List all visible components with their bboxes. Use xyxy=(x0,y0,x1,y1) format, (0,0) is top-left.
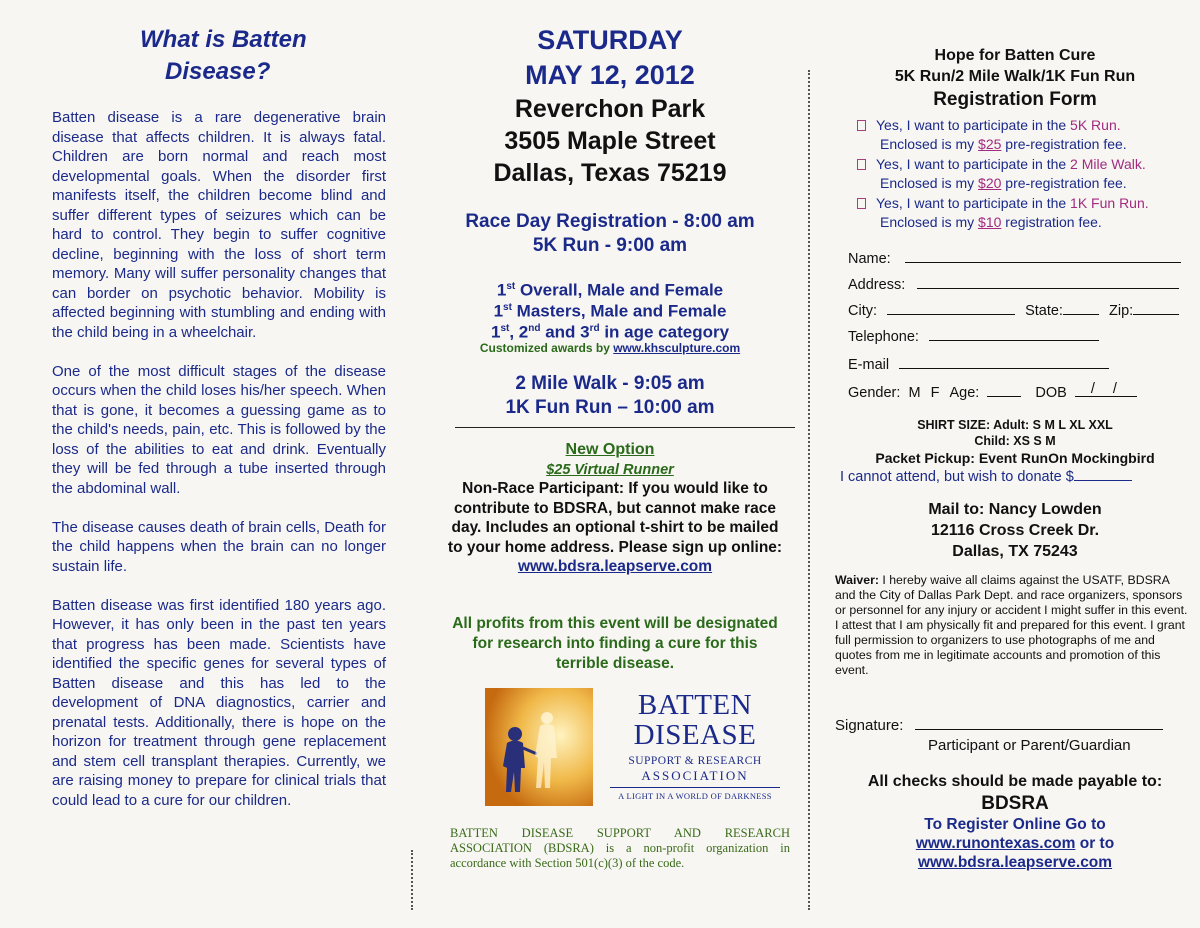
option-fun-run-event: 1K Fun Run. xyxy=(1070,195,1149,211)
checks-payable: All checks should be made payable to: xyxy=(867,773,1163,790)
new-option-label: New Option xyxy=(565,441,655,458)
option-walk-pre: Yes, I want to participate in the xyxy=(876,156,1071,172)
option-5k-pre: Yes, I want to participate in the xyxy=(876,117,1071,133)
donate-label: I cannot attend, but wish to donate $ xyxy=(840,469,1074,485)
registration-form-panel xyxy=(815,0,1200,928)
gender-label: Gender: xyxy=(848,385,901,401)
award-age-n2: , 2 xyxy=(509,322,529,342)
bdsra-logo xyxy=(485,688,785,806)
custom-awards xyxy=(405,340,815,356)
checkbox-fun-run[interactable] xyxy=(857,198,866,209)
bdsra-leapserve-link[interactable]: www.bdsra.leapserve.com xyxy=(517,558,713,575)
divider xyxy=(455,427,795,428)
city-label: City: xyxy=(848,303,877,319)
telephone-input[interactable] xyxy=(929,329,1099,341)
award-age-s2: nd xyxy=(528,323,541,334)
option-5k-fee xyxy=(857,135,1197,154)
event-date: MAY 12, 2012 xyxy=(525,60,695,90)
left-body xyxy=(52,108,386,830)
state-label: State: xyxy=(1025,303,1063,319)
email-input[interactable] xyxy=(899,357,1109,369)
checkbox-walk[interactable] xyxy=(857,159,866,170)
award-masters-sup: st xyxy=(503,302,512,313)
dob-input[interactable] xyxy=(1075,381,1137,397)
option-fun-run xyxy=(857,194,1197,232)
form-title-registration: Registration Form xyxy=(933,89,1097,110)
virtual-runner xyxy=(405,460,815,480)
option-5k-event: 5K Run. xyxy=(1070,117,1121,133)
donate-field xyxy=(840,468,1200,486)
new-option xyxy=(405,440,815,460)
signature-caption: Participant or Parent/Guardian xyxy=(928,737,1131,754)
logo-tagline: A LIGHT IN A WORLD OF DARKNESS xyxy=(618,791,772,801)
paragraph-2: One of the most difficult stages of the disease occurs when the child loses his/her speech. When that is gone, it becomes a guessing game as to the child's needs, pain, etc. This is followed by the loss of the abilities to eat and drink. Eventually they will be fed through a tube inserted through the abdominal wall. xyxy=(52,362,386,497)
city-state-zip-field xyxy=(848,302,1198,320)
or-to-text: or to xyxy=(1075,835,1115,852)
zip-label: Zip: xyxy=(1108,303,1134,319)
award-overall-text: Overall, Male and Female xyxy=(515,280,724,300)
mail-to-city: Dallas, TX 75243 xyxy=(952,543,1078,560)
option-5k-enc-post: pre-registration fee. xyxy=(1001,136,1127,152)
award-age-n3: and 3 xyxy=(540,322,590,342)
option-walk-enc-pre: Enclosed is my xyxy=(880,175,979,191)
form-title-events: 5K Run/2 Mile Walk/1K Fun Run xyxy=(894,68,1136,85)
register-link-row-1 xyxy=(815,834,1200,854)
event-day: SATURDAY xyxy=(537,25,683,55)
dob-label: DOB xyxy=(1035,385,1067,401)
checks-payee: BDSRA xyxy=(981,793,1049,814)
gender-m-option[interactable]: M xyxy=(908,385,921,401)
form-title-hope: Hope for Batten Cure xyxy=(934,47,1096,64)
state-input[interactable] xyxy=(1063,303,1099,315)
option-5k xyxy=(857,116,1197,154)
shirt-size-adult: SHIRT SIZE: Adult: S M L XL XXL xyxy=(917,418,1113,432)
option-walk-amount: $20 xyxy=(978,175,1002,191)
gender-f-option[interactable]: F xyxy=(930,385,940,401)
paragraph-4: Batten disease was first identified 180 years ago. However, it has only been in the past ten years that progress has been made. Scientists have identified the specific genes for several types of Batten disease and this has led to the development of DNA diagnostics, carrier and prenatal tests. Additionally, there is hope on the horizon for treatment through gene replacement and stem cell transplant therapies. Currently, we are raising money to prepare for clinical trials that could lead to a cure for our children. xyxy=(52,596,386,809)
logo-line-batten: BATTEN xyxy=(637,689,753,721)
left-title-line2: Disease? xyxy=(165,58,271,85)
option-fun-run-enc-pre: Enclosed is my xyxy=(880,214,979,230)
dob-slash-1: / xyxy=(1090,381,1095,397)
option-walk xyxy=(857,155,1197,193)
dob-slash-2: / xyxy=(1112,381,1117,397)
run-5k-time: 5K Run - 9:00 am xyxy=(532,235,688,256)
nonrace-participant xyxy=(445,479,785,577)
award-overall-num: 1 xyxy=(496,280,507,300)
option-fun-run-amount: $10 xyxy=(978,214,1002,230)
logo-line-association: ASSOCIATION xyxy=(641,768,749,783)
award-overall-sup: st xyxy=(506,281,516,292)
name-label: Name: xyxy=(848,251,891,267)
middle-panel xyxy=(405,0,815,928)
telephone-label: Telephone: xyxy=(848,329,919,345)
age-label: Age: xyxy=(949,385,980,401)
award-age-n1: 1 xyxy=(490,322,501,342)
address-label: Address: xyxy=(848,277,906,293)
waiver-body: I hereby waive all claims against the USATF, BDSRA and the City of Dallas Park Dept. and race organizers, sponsors or personnel for any injury or accident I might suffer in this event. I attest that I am physically fit and prepared for this event. I grant full permission to organizers to use photographs of me and quotes from me in legitimate accounts and promotion of this event. xyxy=(835,573,1188,677)
mail-to-street: 12116 Cross Creek Dr. xyxy=(930,522,1100,539)
profits-statement: All profits from this event will be designated for research into finding a cure for this terrible disease. xyxy=(452,615,778,672)
award-age-s3: rd xyxy=(589,323,600,334)
email-label: E-mail xyxy=(848,357,890,373)
nonrace-text: Non-Race Participant: If you would like to contribute to BDSRA, but cannot make race day. Includes an optional t-shirt to be mailed to your home address. Please sign up online: xyxy=(447,480,783,556)
race-registration: Race Day Registration - 8:00 am xyxy=(465,211,755,232)
signature-input[interactable] xyxy=(915,718,1163,730)
donate-input[interactable] xyxy=(1074,469,1132,481)
logo-line-disease: DISEASE xyxy=(633,719,757,751)
option-fun-run-enc-post: registration fee. xyxy=(1001,214,1102,230)
option-walk-enc-post: pre-registration fee. xyxy=(1001,175,1127,191)
award-age-s1: st xyxy=(500,323,510,334)
option-5k-enc-pre: Enclosed is my xyxy=(880,136,979,152)
gender-age-dob-field xyxy=(848,381,1198,402)
venue-city: Dallas, Texas 75219 xyxy=(493,159,727,187)
logo-line-support: SUPPORT & RESEARCH xyxy=(628,755,762,767)
telephone-field xyxy=(848,328,1198,346)
virtual-runner-label: $25 Virtual Runner xyxy=(546,462,674,478)
packet-pickup: Packet Pickup: Event RunOn Mockingbird xyxy=(875,450,1155,466)
children-silhouette-icon xyxy=(485,688,593,806)
nonprofit-statement: BATTEN DISEASE SUPPORT AND RESEARCH ASSOCIATION (BDSRA) is a non-profit organization in accordance with Section 501(c)(3) of the code. xyxy=(450,826,790,870)
option-5k-amount: $25 xyxy=(978,136,1002,152)
zip-input[interactable] xyxy=(1133,303,1179,315)
logo-text xyxy=(600,690,790,801)
award-age-text: in age category xyxy=(599,322,730,342)
address-field xyxy=(848,276,1198,294)
checkbox-5k[interactable] xyxy=(857,120,866,131)
custom-awards-text: Customized awards by xyxy=(479,341,614,355)
city-input[interactable] xyxy=(887,303,1015,315)
bdsra-leapserve-link-2[interactable]: www.bdsra.leapserve.com xyxy=(917,854,1113,871)
walk-time: 2 Mile Walk - 9:05 am xyxy=(515,373,705,394)
option-fun-run-pre: Yes, I want to participate in the xyxy=(876,195,1071,211)
venue-name: Reverchon Park xyxy=(514,95,706,123)
mail-to-name: Mail to: Nancy Lowden xyxy=(928,501,1102,518)
paragraph-1: Batten disease is a rare degenerative brain disease that affects children. It is always fatal. Children are born normal and reach most developmental goals. When the disorder first manifests itself, the children become blind and suffer different types of seizures which can be hard to control. They begin to suffer cognitive decline, beginning with the loss of short term memory. Many will suffer personality changes that can border on psychotic behavior. Mobility is affected beginning with stumbling and ending with the child being in a wheelchair. xyxy=(52,109,386,341)
logo-rule xyxy=(610,787,780,788)
left-title xyxy=(140,24,370,88)
left-title-line1: What is Batten xyxy=(140,26,307,53)
register-link-row-2 xyxy=(815,853,1200,873)
address-input[interactable] xyxy=(917,277,1179,289)
signature-label: Signature: xyxy=(835,717,904,734)
option-fun-run-fee xyxy=(857,213,1197,232)
left-panel xyxy=(0,0,405,928)
award-masters-num: 1 xyxy=(493,301,504,321)
khsculpture-link[interactable]: www.khsculpture.com xyxy=(613,341,741,355)
signature-field xyxy=(835,716,1195,736)
name-input[interactable] xyxy=(905,251,1181,263)
paragraph-3: The disease causes death of brain cells, Death for the child happens when the brain can no longer sustain life. xyxy=(52,518,386,575)
email-field xyxy=(848,356,1198,374)
option-walk-event: 2 Mile Walk. xyxy=(1070,156,1146,172)
age-input[interactable] xyxy=(987,385,1021,397)
runontexas-link[interactable]: www.runontexas.com xyxy=(915,835,1076,852)
waiver-text xyxy=(835,573,1190,678)
register-online: To Register Online Go to xyxy=(924,816,1106,833)
waiver-label: Waiver: xyxy=(835,573,879,587)
fun-run-time: 1K Fun Run – 10:00 am xyxy=(505,397,715,418)
shirt-size-child: Child: XS S M xyxy=(974,434,1056,448)
award-masters-text: Masters, Male and Female xyxy=(511,301,727,321)
award-age-category xyxy=(405,318,815,343)
venue-street: 3505 Maple Street xyxy=(504,127,716,155)
name-field xyxy=(848,250,1198,268)
option-walk-fee xyxy=(857,174,1197,193)
